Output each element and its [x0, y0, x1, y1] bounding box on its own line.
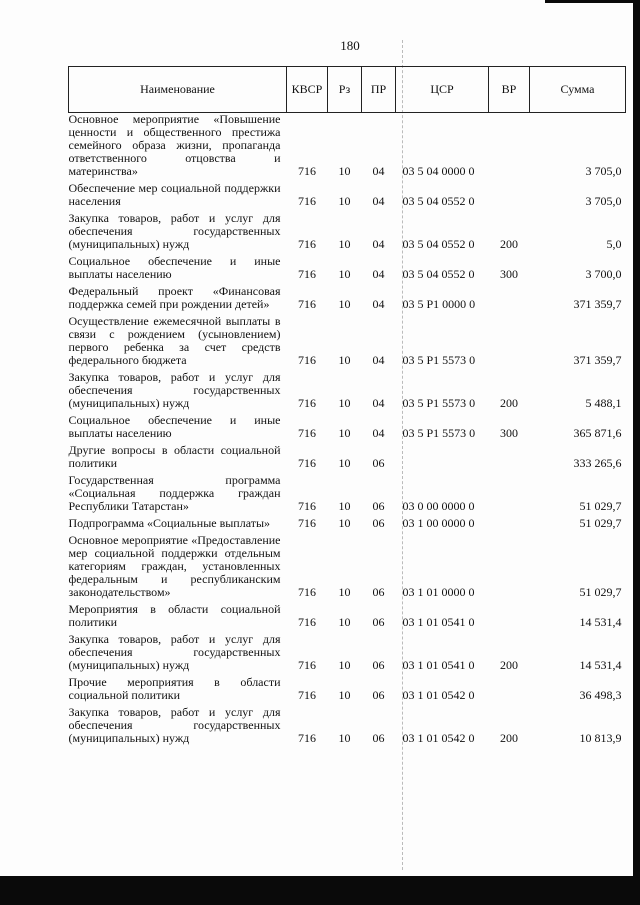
- row-csr: 03 5 04 0000 0: [402, 164, 475, 178]
- row-pr: 06: [372, 688, 385, 702]
- row-kvsr: 716: [298, 658, 316, 672]
- row-vr: 200: [500, 731, 518, 745]
- row-kvsr: 716: [298, 731, 316, 745]
- row-sum: 5 488,1: [585, 396, 622, 410]
- row-csr: [396, 444, 489, 474]
- row-name: Другие вопросы в области социальной политики: [68, 443, 281, 470]
- table-row: [69, 212, 626, 255]
- row-csr: 03 1 01 0541 0: [402, 615, 475, 629]
- row-kvsr: 716: [298, 194, 316, 208]
- row-name: Мероприятия в области социальной политики: [68, 602, 281, 629]
- row-kvsr: 716: [298, 426, 316, 440]
- row-kvsr: 716: [298, 237, 316, 251]
- row-pr: 06: [372, 516, 385, 530]
- row-pr: 04: [372, 194, 385, 208]
- row-sum: 5,0: [606, 237, 622, 251]
- table-row: [69, 315, 626, 371]
- row-sum: 365 871,6: [573, 426, 622, 440]
- row-vr: [489, 113, 530, 183]
- row-name: Основное мероприятие «Предоставление мер социальной поддержки отдельным категориям граждан, установленных федеральным и республиканским законодательством»: [68, 533, 281, 599]
- row-pr: 06: [372, 615, 385, 629]
- row-pr: 06: [372, 499, 385, 513]
- row-name: Государственная программа «Социальная поддержка граждан Республики Татарстан»: [68, 473, 281, 513]
- row-rz: 10: [338, 615, 351, 629]
- row-pr: 06: [372, 731, 385, 745]
- row-rz: 10: [338, 353, 351, 367]
- row-csr: 03 5 P1 0000 0: [402, 297, 476, 311]
- header-name: Наименование: [69, 67, 287, 113]
- row-rz: 10: [338, 426, 351, 440]
- row-rz: 10: [338, 194, 351, 208]
- row-vr: [489, 534, 530, 603]
- row-vr: 200: [500, 396, 518, 410]
- row-pr: 04: [372, 396, 385, 410]
- table-row: [69, 676, 626, 706]
- row-sum: 371 359,7: [573, 297, 622, 311]
- row-sum: 51 029,7: [579, 499, 622, 513]
- row-pr: 04: [372, 237, 385, 251]
- scan-edge-top: [545, 0, 640, 3]
- row-name: Социальное обеспечение и иные выплаты населению: [68, 413, 281, 440]
- row-kvsr: 716: [298, 456, 316, 470]
- row-rz: 10: [338, 237, 351, 251]
- row-rz: 10: [338, 456, 351, 470]
- row-name: Федеральный проект «Финансовая поддержка семей при рождении детей»: [68, 284, 281, 311]
- row-csr: 03 0 00 0000 0: [402, 499, 475, 513]
- row-kvsr: 716: [298, 499, 316, 513]
- row-vr: [489, 315, 530, 371]
- row-csr: 03 1 01 0000 0: [402, 585, 475, 599]
- row-kvsr: 716: [298, 353, 316, 367]
- row-name: Закупка товаров, работ и услуг для обеспечения государственных (муниципальных) нужд: [68, 632, 281, 672]
- row-sum: 333 265,6: [573, 456, 622, 470]
- header-kvsr: КВСР: [287, 67, 328, 113]
- row-sum: 10 813,9: [579, 731, 622, 745]
- table-header-row: [69, 67, 626, 113]
- row-pr: 04: [372, 297, 385, 311]
- row-vr: [489, 603, 530, 633]
- row-name: Обеспечение мер социальной поддержки населения: [68, 181, 281, 208]
- header-pr: ПР: [362, 67, 396, 113]
- row-kvsr: 716: [298, 615, 316, 629]
- row-vr: 200: [500, 237, 518, 251]
- row-pr: 06: [372, 456, 385, 470]
- row-sum: 14 531,4: [579, 658, 622, 672]
- row-csr: 03 5 04 0552 0: [402, 237, 475, 251]
- row-csr: 03 1 01 0542 0: [402, 731, 475, 745]
- row-csr: 03 5 04 0552 0: [402, 194, 475, 208]
- row-vr: [489, 182, 530, 212]
- row-rz: 10: [338, 499, 351, 513]
- row-rz: 10: [338, 688, 351, 702]
- row-kvsr: 716: [298, 164, 316, 178]
- table-row: [69, 474, 626, 517]
- row-pr: 06: [372, 585, 385, 599]
- row-kvsr: 716: [298, 516, 316, 530]
- row-csr: 03 1 01 0542 0: [402, 688, 475, 702]
- table-row: [69, 706, 626, 749]
- table-body: [69, 113, 626, 750]
- row-vr: 300: [500, 426, 518, 440]
- header-csr: ЦСР: [396, 67, 489, 113]
- row-rz: 10: [338, 585, 351, 599]
- table-row: [69, 285, 626, 315]
- row-pr: 04: [372, 267, 385, 281]
- row-name: Основное мероприятие «Повышение ценности и общественного престижа семейного образа жизни, пропаганда ответственного отцовства и материнства»: [68, 112, 281, 178]
- row-vr: [489, 676, 530, 706]
- row-rz: 10: [338, 164, 351, 178]
- header-rz: Рз: [328, 67, 362, 113]
- scan-edge-bottom: [0, 876, 640, 905]
- row-rz: 10: [338, 516, 351, 530]
- row-rz: 10: [338, 297, 351, 311]
- row-csr: 03 1 01 0541 0: [402, 658, 475, 672]
- table-row: [69, 444, 626, 474]
- row-kvsr: 716: [298, 297, 316, 311]
- row-sum: 371 359,7: [573, 353, 622, 367]
- row-kvsr: 716: [298, 396, 316, 410]
- row-sum: 51 029,7: [579, 585, 622, 599]
- row-csr: 03 5 P1 5573 0: [402, 353, 476, 367]
- row-csr: 03 5 P1 5573 0: [402, 396, 476, 410]
- row-sum: 3 705,0: [585, 164, 622, 178]
- row-name: Закупка товаров, работ и услуг для обеспечения государственных (муниципальных) нужд: [68, 370, 281, 410]
- row-sum: 3 700,0: [585, 267, 622, 281]
- row-vr: [489, 285, 530, 315]
- table-row: [69, 182, 626, 212]
- row-kvsr: 716: [298, 267, 316, 281]
- row-csr: 03 5 04 0552 0: [402, 267, 475, 281]
- page-number: 180: [340, 38, 360, 53]
- row-kvsr: 716: [298, 688, 316, 702]
- header-vr: ВР: [489, 67, 530, 113]
- table-row: [69, 113, 626, 183]
- row-sum: 36 498,3: [579, 688, 622, 702]
- row-name: Закупка товаров, работ и услуг для обеспечения государственных (муниципальных) нужд: [68, 211, 281, 251]
- budget-table-container: [68, 66, 625, 749]
- table-row: [69, 633, 626, 676]
- scan-edge-right: [633, 0, 640, 905]
- row-vr: [489, 517, 530, 534]
- row-vr: [489, 474, 530, 517]
- budget-table: [68, 66, 626, 749]
- row-pr: 04: [372, 164, 385, 178]
- row-rz: 10: [338, 267, 351, 281]
- row-rz: 10: [338, 396, 351, 410]
- row-pr: 06: [372, 658, 385, 672]
- row-csr: 03 5 P1 5573 0: [402, 426, 476, 440]
- header-sum: Сумма: [530, 67, 626, 113]
- row-sum: 51 029,7: [579, 516, 622, 530]
- row-rz: 10: [338, 731, 351, 745]
- table-row: [69, 414, 626, 444]
- row-csr: 03 1 00 0000 0: [402, 516, 475, 530]
- row-name: Прочие мероприятия в области социальной политики: [68, 675, 281, 702]
- row-name: Закупка товаров, работ и услуг для обеспечения государственных (муниципальных) нужд: [68, 705, 281, 745]
- table-row: [69, 371, 626, 414]
- row-name: Осуществление ежемесячной выплаты в связи с рождением (усыновлением) первого ребенка за счет средств федерального бюджета: [68, 314, 281, 367]
- row-sum: 3 705,0: [585, 194, 622, 208]
- table-row: [69, 517, 626, 534]
- row-vr: 300: [500, 267, 518, 281]
- table-row: [69, 255, 626, 285]
- row-vr: 200: [500, 658, 518, 672]
- row-rz: 10: [338, 658, 351, 672]
- row-pr: 04: [372, 353, 385, 367]
- table-row: [69, 534, 626, 603]
- row-sum: 14 531,4: [579, 615, 622, 629]
- row-kvsr: 716: [298, 585, 316, 599]
- row-name: Подпрограмма «Социальные выплаты»: [68, 516, 271, 530]
- row-name: Социальное обеспечение и иные выплаты населению: [68, 254, 281, 281]
- row-pr: 04: [372, 426, 385, 440]
- table-row: [69, 603, 626, 633]
- row-vr: [489, 444, 530, 474]
